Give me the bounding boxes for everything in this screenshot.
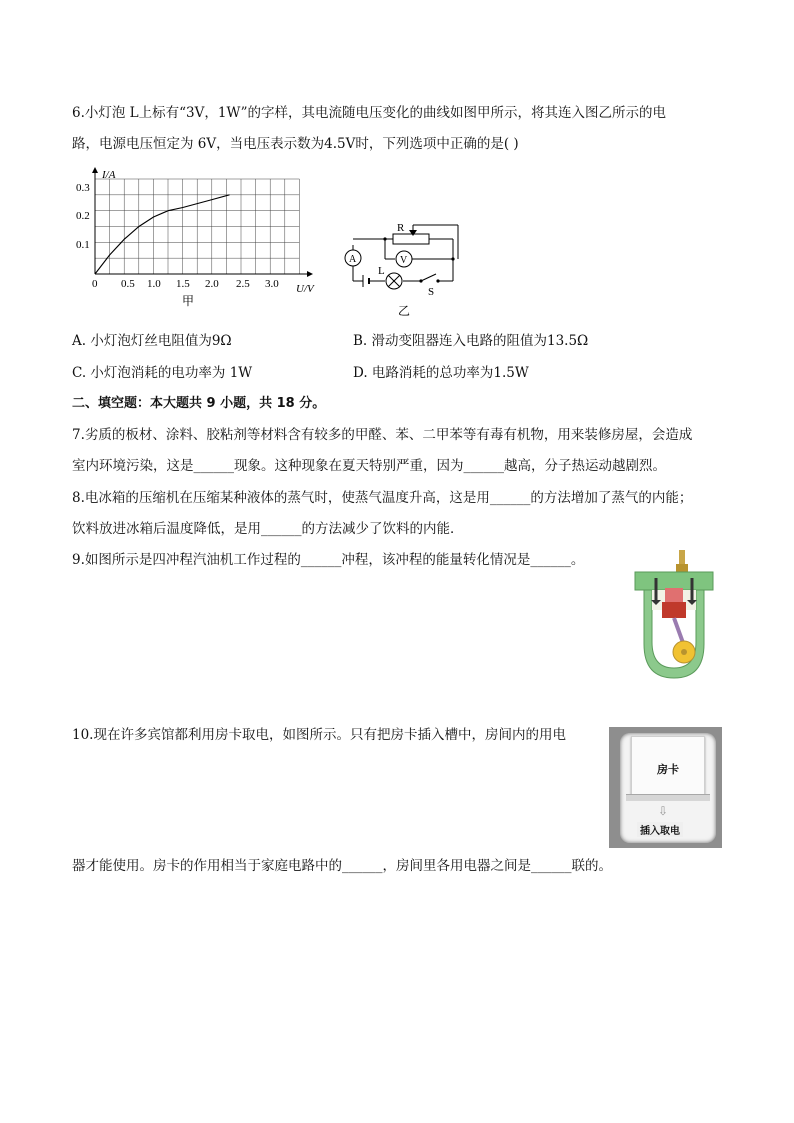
x-tick-3.0: 3.0: [265, 278, 279, 290]
q6-line-2: 路，电源电压恒定为 6V，当电压表示数为4.5V时，下列选项中正确的是( ): [72, 136, 519, 152]
graph-grid: [95, 179, 299, 274]
x-tick-2.0: 2.0: [205, 278, 219, 290]
option-c: C. 小灯泡消耗的电功率为 1W: [72, 365, 253, 381]
card-slot: [626, 794, 710, 801]
slot-label: 插入取电: [637, 822, 683, 837]
q10-line-1: 10.现在许多宾馆都利用房卡取电，如图所示。只有把房卡插入槽中，房间内的用电: [72, 727, 566, 743]
y-tick-0.3: 0.3: [76, 182, 90, 194]
y-axis-label: I/A: [102, 169, 116, 181]
ammeter-label: A: [349, 254, 357, 265]
switch-blade: [421, 274, 436, 281]
insert-arrow-icon: ⇩: [658, 804, 669, 818]
switch-label: S: [428, 286, 435, 298]
section-2-heading: 二、填空题：本大题共 9 小题，共 18 分。: [72, 396, 326, 411]
rheostat: [393, 234, 429, 244]
option-d: D. 电路消耗的总功率为1.5W: [353, 365, 529, 381]
rheostat-label: R: [397, 222, 405, 234]
switch-contact: [436, 279, 439, 282]
x-tick-1.5: 1.5: [176, 278, 190, 290]
y-tick-0.1: 0.1: [76, 239, 90, 251]
q7-line-1: 7.劣质的板材、涂料、胶粘剂等材料含有较多的甲醛、苯、二甲苯等有毒有机物，用来装修房屋，会造成: [72, 427, 693, 443]
y-axis-arrow: [92, 167, 98, 173]
voltmeter-label: V: [400, 255, 408, 266]
room-card-photo: [609, 727, 722, 848]
q9-line-1: 9.如图所示是四冲程汽油机工作过程的______冲程，该冲程的能量转化情况是______。: [72, 552, 585, 568]
circuit-diagram: [338, 215, 468, 320]
x-tick-2.5: 2.5: [236, 278, 250, 290]
circuit-caption: 乙: [398, 304, 411, 318]
q8-line-1: 8.电冰箱的压缩机在压缩某种液体的蒸气时，使蒸气温度升高，这是用______的方法增加了蒸气的内能；: [72, 490, 693, 506]
q7-line-2: 室内环境污染，这是______现象。这种现象在夏天特别严重，因为______越高，分子热运动越剧烈。: [72, 458, 666, 474]
room-card: [631, 736, 705, 796]
iv-graph: [66, 165, 328, 313]
x-tick-0: 0: [92, 278, 98, 290]
q6-line-1: 6.小灯泡 L上标有“3V，1W”的字样，其电流随电压变化的曲线如图甲所示，将其连入图乙所示的电: [72, 105, 666, 121]
q10-line-2: 器才能使用。房卡的作用相当于家庭电路中的______，房间里各用电器之间是______联的。: [72, 858, 612, 874]
iv-curve: [95, 195, 230, 274]
option-b: B. 滑动变阻器连入电路的阻值为13.5Ω: [353, 333, 589, 349]
room-card-label: 房卡: [657, 763, 679, 776]
engine-illustration: [630, 548, 718, 684]
lamp-label: L: [378, 265, 385, 277]
x-tick-1.0: 1.0: [147, 278, 161, 290]
graph-caption: 甲: [182, 294, 195, 308]
q8-line-2: 饮料放进冰箱后温度降低，是用______的方法减少了饮料的内能．: [72, 521, 464, 537]
option-a: A. 小灯泡灯丝电阻值为9Ω: [72, 333, 232, 349]
x-axis-label: U/V: [296, 283, 314, 295]
y-tick-0.2: 0.2: [76, 210, 90, 222]
x-axis-arrow: [307, 271, 313, 277]
x-tick-0.5: 0.5: [121, 278, 135, 290]
